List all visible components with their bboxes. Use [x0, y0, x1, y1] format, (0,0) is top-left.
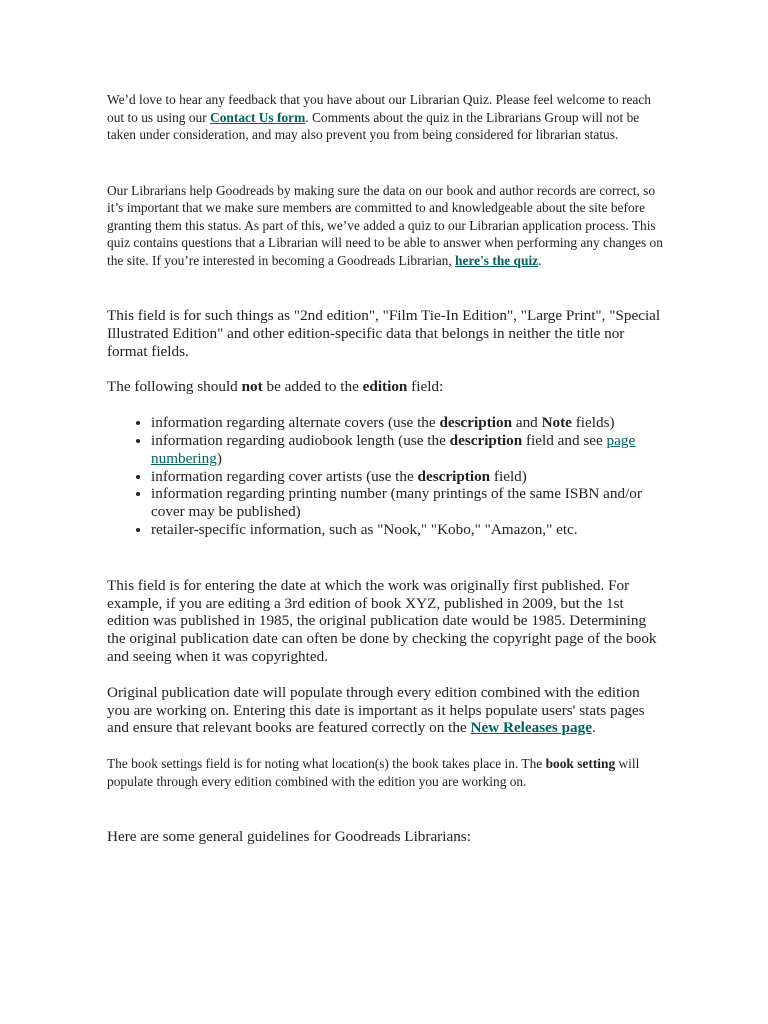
- book-setting-text-1: The book settings field is for noting what location(s) the book takes place in. The: [107, 756, 546, 772]
- list-item-retailer-info: [151, 521, 663, 539]
- original-date-paragraph: This field is for entering the date at which the work was originally first published. For example, if you are editing a 3rd edition of book XYZ, published in 2009, but the 1st edition was published in 1985, the original publication date would be 1985. Determining the original publication date can often be done by checking the copyright page of the book and seeing when it was copyrighted.: [107, 576, 657, 665]
- new-releases-link[interactable]: New Releases page: [470, 719, 592, 737]
- list-item-cover-artists: [151, 468, 663, 486]
- book-setting-text-2: will populate through every edition combined with the edition you are working on.: [107, 756, 640, 789]
- original-date-populate-paragraph: [107, 684, 663, 737]
- list-item-text: information regarding cover artists (use the: [151, 467, 418, 485]
- not-added-text-2: be added to the: [262, 378, 363, 396]
- list-item-bold: description: [439, 414, 513, 432]
- list-item-text: and: [512, 414, 542, 432]
- contact-us-link[interactable]: Contact Us form: [210, 109, 306, 125]
- list-item-bold: description: [417, 467, 491, 485]
- list-item-text: field): [490, 467, 527, 485]
- populate-text-1: Original publication date will populate through every edition combined with the edition you are working on. Entering this date is important as it helps populate users' stats pages and ensure that relevant books are featured correctly on the: [107, 683, 645, 737]
- list-item-text: information regarding audiobook length (use the: [151, 431, 450, 449]
- list-item-text: information regarding printing number (many printings of the same ISBN and/or cover may be published): [151, 485, 642, 521]
- list-item-bold: Note: [541, 414, 572, 432]
- guidelines-intro-paragraph: Here are some general guidelines for Goodreads Librarians:: [107, 828, 471, 846]
- page-numbering-link[interactable]: page numbering: [151, 431, 636, 467]
- librarians-text-2: .: [538, 252, 542, 268]
- not-added-text-3: field:: [407, 378, 444, 396]
- quiz-link[interactable]: here's the quiz: [455, 252, 539, 268]
- librarians-text-1: Our Librarians help Goodreads by making sure the data on our book and author records are correct, so it’s important that we make sure members are committed to and knowledgeable about the site before granting them this status. As part of this, we’ve added a quiz to our Librarian application process. This quiz contains questions that a Librarian will need to be able to answer when performing any changes on the site. If you’re interested in becoming a Goodreads Librarian,: [107, 182, 663, 268]
- edition-exclusion-list: [107, 414, 663, 539]
- document-body: [107, 91, 663, 846]
- edition-not-added-paragraph: [107, 378, 663, 396]
- list-item-text: information regarding alternate covers (use the: [151, 414, 440, 432]
- not-added-bold-not: not: [241, 378, 263, 396]
- list-item-audiobook-length: [151, 432, 663, 468]
- not-added-text-1: The following should: [107, 378, 242, 396]
- list-item-printing-number: [151, 485, 663, 521]
- list-item-text: fields): [571, 414, 615, 432]
- feedback-text-2: . Comments about the quiz in the Librarians Group will not be taken under consideration, and may also prevent you from being considered for librarian status.: [107, 109, 640, 142]
- book-setting-bold: book setting: [545, 756, 616, 772]
- edition-intro-paragraph: This field is for such things as "2nd edition", "Film Tie-In Edition", "Large Print", "Special Illustrated Edition" and other edition-specific data that belongs in neither the title nor format fields.: [107, 307, 661, 360]
- list-item-text: ): [216, 449, 222, 467]
- feedback-paragraph: [107, 91, 663, 144]
- book-setting-paragraph: [107, 755, 663, 790]
- list-item-text: field and see: [522, 431, 607, 449]
- list-item-bold: description: [449, 431, 523, 449]
- librarians-paragraph: [107, 182, 663, 270]
- list-item-text: retailer-specific information, such as "Nook," "Kobo," "Amazon," etc.: [151, 520, 578, 538]
- populate-text-2: .: [591, 719, 596, 737]
- feedback-text-1: We’d love to hear any feedback that you have about our Librarian Quiz. Please feel welcome to reach out to us using our: [107, 92, 651, 125]
- list-item-alternate-covers: [151, 414, 663, 432]
- not-added-bold-edition: edition: [362, 378, 408, 396]
